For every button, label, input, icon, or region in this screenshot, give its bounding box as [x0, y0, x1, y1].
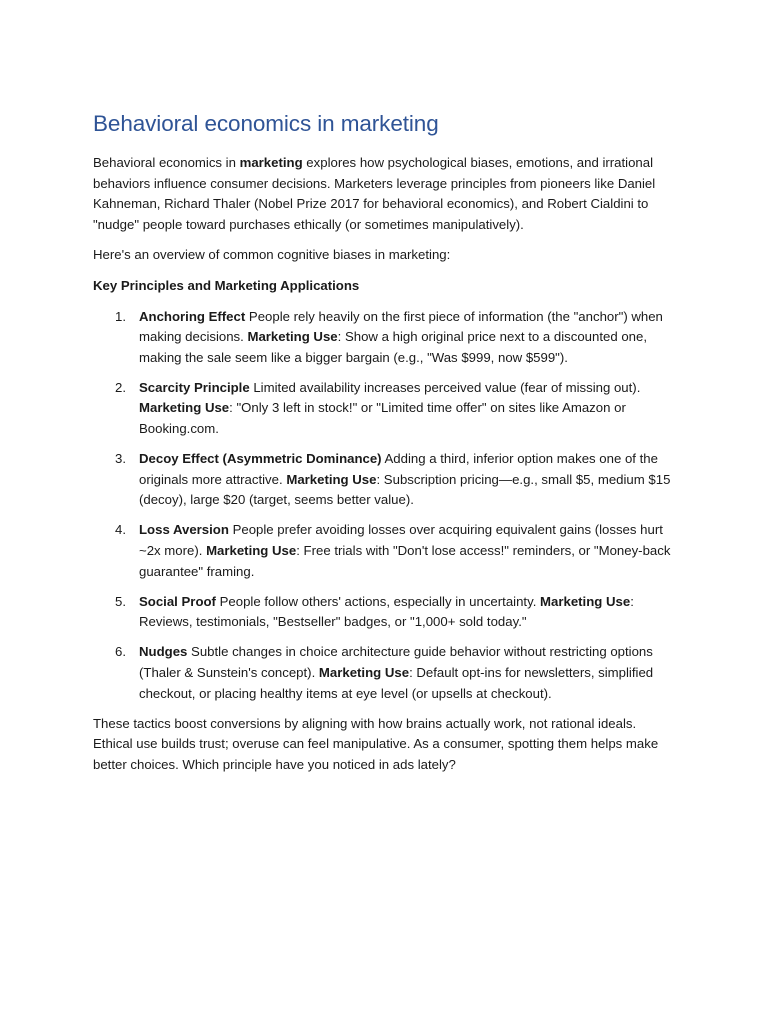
marketing-use-label: Marketing Use: [247, 329, 338, 345]
list-item-number: 1.: [115, 308, 126, 324]
list-item-nudges: [93, 642, 673, 704]
section-subheading: Key Principles and Marketing Applications: [93, 277, 360, 293]
intro-paragraph: [93, 153, 673, 235]
marketing-use-text: : Show a high original price next to a discounted one, making the sale seem like a bigger bargain (e.g., "Was $999, now $599").: [139, 329, 648, 365]
principle-description: Subtle changes in choice architecture guide behavior without restricting options (Thaler & Sunstein's concept).: [139, 644, 653, 680]
list-item-number: 6.: [115, 644, 126, 660]
marketing-use-text: : Reviews, testimonials, "Bestseller" badges, or "1,000+ sold today.": [139, 593, 634, 630]
marketing-use-text: : "Only 3 left in stock!" or "Limited time offer" on sites like Amazon or Booking.com.: [139, 400, 626, 437]
marketing-use-text: : Default opt-ins for newsletters, simplified checkout, or placing healthy items at eye level (or upsells at checkout).: [139, 664, 654, 701]
marketing-use-label: Marketing Use: [139, 400, 230, 416]
marketing-use-label: Marketing Use: [286, 471, 377, 487]
principle-description: Adding a third, inferior option makes one of the originals more attractive.: [139, 451, 658, 487]
principle-description: Limited availability increases perceived value (fear of missing out).: [249, 379, 641, 395]
marketing-use-text: : Subscription pricing—e.g., small $5, medium $15 (decoy), large $20 (target, seems better value).: [139, 471, 671, 508]
list-item-decoy-effect: [93, 449, 673, 511]
principle-name: Nudges: [139, 644, 188, 660]
list-item-number: 5.: [115, 593, 126, 609]
principle-description: People prefer avoiding losses over acquiring equivalent gains (losses hurt ~2x more).: [139, 522, 663, 558]
document-title: Behavioral economics in marketing: [93, 111, 439, 136]
principle-description: People follow others' actions, especially in uncertainty.: [215, 593, 541, 609]
list-item-number: 4.: [115, 522, 126, 538]
principle-name: Anchoring Effect: [139, 308, 246, 324]
document-page: [93, 109, 673, 775]
list-item-number: 3.: [115, 451, 126, 467]
principle-name: Scarcity Principle: [139, 379, 250, 395]
marketing-use-label: Marketing Use: [540, 593, 631, 609]
marketing-use-label: Marketing Use: [318, 664, 410, 680]
principle-name: Social Proof: [139, 593, 216, 609]
principle-name: Decoy Effect (Asymmetric Dominance): [139, 451, 382, 467]
list-item-scarcity-principle: [93, 378, 673, 440]
marketing-use-label: Marketing Use: [206, 543, 297, 558]
overview-paragraph: Here's an overview of common cognitive biases in marketing:: [93, 247, 451, 263]
intro-bold-term: marketing: [239, 155, 303, 170]
list-item-social-proof: [93, 592, 673, 633]
intro-text-start: Behavioral economics in: [93, 155, 240, 170]
principles-list: [93, 307, 673, 705]
list-item-number: 2.: [115, 379, 126, 395]
intro-text-end: explores how psychological biases, emotions, and irrational behaviors influence consumer decisions. Marketers leverage principles from pioneers like Daniel Kahneman, Richard Thaler (Nobel Prize 2017 for behavioral economics), and Robert Cialdini to "nudge" people toward purchases ethically (or sometimes manipulatively).: [93, 155, 656, 232]
list-item-loss-aversion: [93, 520, 673, 582]
principle-name: Loss Aversion: [139, 522, 229, 538]
list-item-anchoring-effect: [93, 307, 673, 369]
closing-paragraph: These tactics boost conversions by aligning with how brains actually work, not rational ideals. Ethical use builds trust; overuse can feel manipulative. As a consumer, spotting them helps make better choices. Which principle have you noticed in ads lately?: [93, 715, 659, 772]
principle-description: People rely heavily on the first piece of information (the "anchor") when making decisions.: [139, 308, 663, 345]
marketing-use-text: : Free trials with "Don't lose access!" reminders, or "Money-back guarantee" framing.: [139, 543, 671, 579]
